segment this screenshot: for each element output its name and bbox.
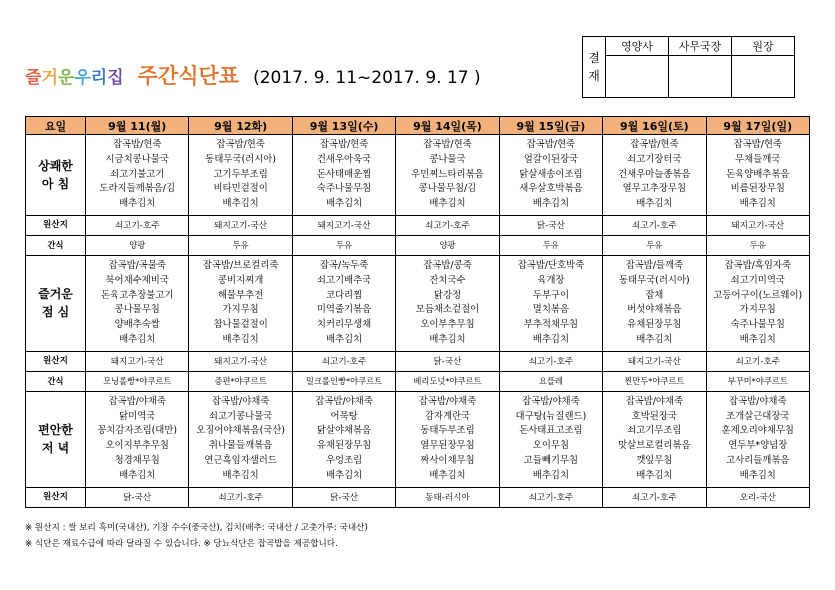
row-label: 원산지 xyxy=(26,351,86,371)
meal-cell: 잡곡밥/곡물죽 북어채수제비국 돈육고추장불고기 콩나물무침 양배추숙쌈 배추김치 xyxy=(86,255,189,351)
day-header: 9월 14일(목) xyxy=(396,117,499,135)
brand-char: 운 xyxy=(57,68,75,88)
origin-cell: 오리-국산 xyxy=(706,487,809,507)
snack-cell: 부꾸미*야쿠르트 xyxy=(706,371,809,391)
origin-row xyxy=(26,215,810,235)
menu-period: (2017. 9. 11~2017. 9. 17 ) xyxy=(253,68,481,88)
menu-header-row xyxy=(26,117,810,135)
meal-cell: 잡곡밥/야채죽 쇠고기콩나물국 오징어야채볶음(국산) 취나물들깨볶음 연근흑임자샐러드 배추김치 xyxy=(189,391,292,487)
snack-row xyxy=(26,371,810,391)
snack-cell: 모닝롤빵*야쿠르트 xyxy=(86,371,189,391)
row-label: 편안한 저 녁 xyxy=(26,391,86,487)
snack-cell: 두유 xyxy=(603,235,706,255)
snack-row xyxy=(26,235,810,255)
brand-char: 집 xyxy=(107,68,124,88)
day-header: 9월 15일(금) xyxy=(499,117,602,135)
page-title: 주간식단표 xyxy=(137,64,240,88)
brand-char: 우 xyxy=(74,68,91,88)
meal-cell: 잡곡밥/현죽 무채들깨국 돈육양배추볶음 비름된장무침 배추김치 xyxy=(706,135,809,216)
meal-row xyxy=(26,391,810,487)
approval-sign-office-manager xyxy=(669,56,732,98)
footnotes xyxy=(25,520,368,552)
origin-cell: 쇠고기-호주 xyxy=(499,351,602,371)
origin-cell: 돼지고기-국산 xyxy=(86,351,189,371)
day-header: 9월 12화) xyxy=(189,117,292,135)
row-label: 원산지 xyxy=(26,487,86,507)
brand-char: 리 xyxy=(90,68,108,88)
day-header: 9월 16일(토) xyxy=(603,117,706,135)
document-title-row xyxy=(25,60,481,90)
meal-cell: 잡곡밥/콩죽 잔치국수 닭강정 모듬채소겉절이 오이부추무침 배추김치 xyxy=(396,255,499,351)
snack-cell: 두유 xyxy=(706,235,809,255)
meal-cell: 잡곡밥/야채죽 대구탕(뉴질랜드) 돈사태표고조림 오이무침 고들빼기무침 배추김치 xyxy=(499,391,602,487)
snack-cell: 요플레 xyxy=(499,371,602,391)
origin-row xyxy=(26,351,810,371)
approval-sign-director xyxy=(732,56,795,98)
origin-cell: 쇠고기-호주 xyxy=(603,215,706,235)
origin-cell: 돼지고기-국산 xyxy=(292,215,395,235)
meal-cell: 잡곡밥/야채죽 닭미역국 꽁치감자조림(대만) 오이지부추무침 청경채무침 배추김치 xyxy=(86,391,189,487)
meal-cell: 잡곡밥/브로컬리죽 콩비지찌개 해물부추전 가지무침 참나물겉절이 배추김치 xyxy=(189,255,292,351)
brand-char: 거 xyxy=(41,68,58,88)
day-header: 9월 11(월) xyxy=(86,117,189,135)
row-label: 즐거운 점 심 xyxy=(26,255,86,351)
meal-cell: 잡곡밥/야채죽 감자계란국 동태두부조림 열무된장무침 짜사이채무침 배추김치 xyxy=(396,391,499,487)
day-header: 9월 17일(일) xyxy=(706,117,809,135)
day-column-header: 요일 xyxy=(26,117,86,135)
brand-char: 즐 xyxy=(25,68,42,88)
origin-cell: 쇠고기-호주 xyxy=(603,487,706,507)
snack-cell: 증편*야쿠르트 xyxy=(189,371,292,391)
meal-cell: 잡곡밥/단호박죽 육개장 두부구이 멸치볶음 부추적채무침 배추김치 xyxy=(499,255,602,351)
snack-cell: 두유 xyxy=(499,235,602,255)
menu-change-note: ※ 식단은 재료수급에 따라 달라질 수 있습니다. ※ 당뇨식단은 잡곡밥을 제공합니다. xyxy=(25,539,338,549)
origin-cell: 쇠고기-호주 xyxy=(292,351,395,371)
meal-cell: 잡곡밥/현죽 콩나물국 우민찌느타리볶음 콩나물무침/김 배추김치 xyxy=(396,135,499,216)
snack-cell: 두유 xyxy=(292,235,395,255)
meal-cell: 잡곡밥/흑임자죽 쇠고기미역국 고등어구이(노르웨이) 가지무침 숙주나물무침 배추김치 xyxy=(706,255,809,351)
meal-cell: 잡곡/녹두죽 쇠고기배추국 코다리찜 미역줄기볶음 치커리무생채 배추김치 xyxy=(292,255,395,351)
origin-cell: 돼지고기-국산 xyxy=(189,215,292,235)
approval-sign-dietitian xyxy=(606,56,669,98)
meal-cell: 잡곡밥/현죽 동태무국(러시아) 고기두부조림 비타민겉절이 배추김치 xyxy=(189,135,292,216)
meal-cell: 잡곡밥/현죽 쇠고기장터국 건새우마늘종볶음 열무고추장무침 배추김치 xyxy=(603,135,706,216)
origin-cell: 돼지고기-국산 xyxy=(189,351,292,371)
origin-row xyxy=(26,487,810,507)
meal-cell: 잡곡밥/현죽 시금치콩나물국 쇠고기불고기 도라지들깨볶음/김 배추김치 xyxy=(86,135,189,216)
meal-cell: 잡곡밥/들깨죽 동태무국(러시아) 잡채 버섯야채볶음 유채된장무침 배추김치 xyxy=(603,255,706,351)
origin-note: ※ 원산지 : 쌀 보리 흑미(국내산), 기장 수수(중국산), 김치(배추: 국내산 / 고춧가루: 국내산) xyxy=(25,523,368,533)
origin-cell: 쇠고기-호주 xyxy=(396,215,499,235)
brand-logo xyxy=(25,63,124,88)
snack-cell: 양팡 xyxy=(86,235,189,255)
origin-cell: 닭-국산 xyxy=(396,351,499,371)
approval-box xyxy=(582,36,795,98)
approval-col-dietitian: 영양사 xyxy=(606,37,669,56)
weekly-menu-table xyxy=(25,116,810,508)
snack-cell: 양팡 xyxy=(396,235,499,255)
meal-cell: 잡곡밥/야채죽 호박된장국 쇠고기무조림 맛살브로컬리볶음 깻잎무침 배추김치 xyxy=(603,391,706,487)
snack-cell: 밀크롤인빵*야쿠르트 xyxy=(292,371,395,391)
meal-cell: 잡곡밥/현죽 건새우아욱국 돈사태매운찜 숙주나물무침 배추김치 xyxy=(292,135,395,216)
origin-cell: 닭-국산 xyxy=(86,487,189,507)
origin-cell: 돼지고기-국산 xyxy=(603,351,706,371)
origin-cell: 닭-국산 xyxy=(499,215,602,235)
row-label: 간식 xyxy=(26,235,86,255)
meal-cell: 잡곡밥/야채죽 어묵탕 닭살야채볶음 유채된장무침 우엉조림 배추김치 xyxy=(292,391,395,487)
origin-cell: 돼지고기-국산 xyxy=(706,215,809,235)
snack-cell: 두유 xyxy=(189,235,292,255)
origin-cell: 쇠고기-호주 xyxy=(189,487,292,507)
origin-cell: 동태-러시아 xyxy=(396,487,499,507)
approval-col-office-manager: 사무국장 xyxy=(669,37,732,56)
day-header: 9월 13일(수) xyxy=(292,117,395,135)
meal-cell: 잡곡밥/야채죽 조개살근대장국 훈제오리야채무침 연두부*양념장 고사리들깨볶음 배추김치 xyxy=(706,391,809,487)
row-label: 상쾌한 아 침 xyxy=(26,135,86,216)
origin-cell: 쇠고기-호주 xyxy=(499,487,602,507)
snack-cell: 베리도넛*야쿠르트 xyxy=(396,371,499,391)
meal-row xyxy=(26,135,810,216)
approval-col-director: 원장 xyxy=(732,37,795,56)
snack-cell: 찐만두*야쿠르트 xyxy=(603,371,706,391)
meal-row xyxy=(26,255,810,351)
meal-cell: 잡곡밥/현죽 얼갈이된장국 닭살새송이조림 새우살호박볶음 배추김치 xyxy=(499,135,602,216)
origin-cell: 쇠고기-호주 xyxy=(86,215,189,235)
row-label: 간식 xyxy=(26,371,86,391)
approval-label: 결 재 xyxy=(583,37,606,98)
origin-cell: 닭-국산 xyxy=(292,487,395,507)
origin-cell: 쇠고기-호주 xyxy=(706,351,809,371)
row-label: 원산지 xyxy=(26,215,86,235)
